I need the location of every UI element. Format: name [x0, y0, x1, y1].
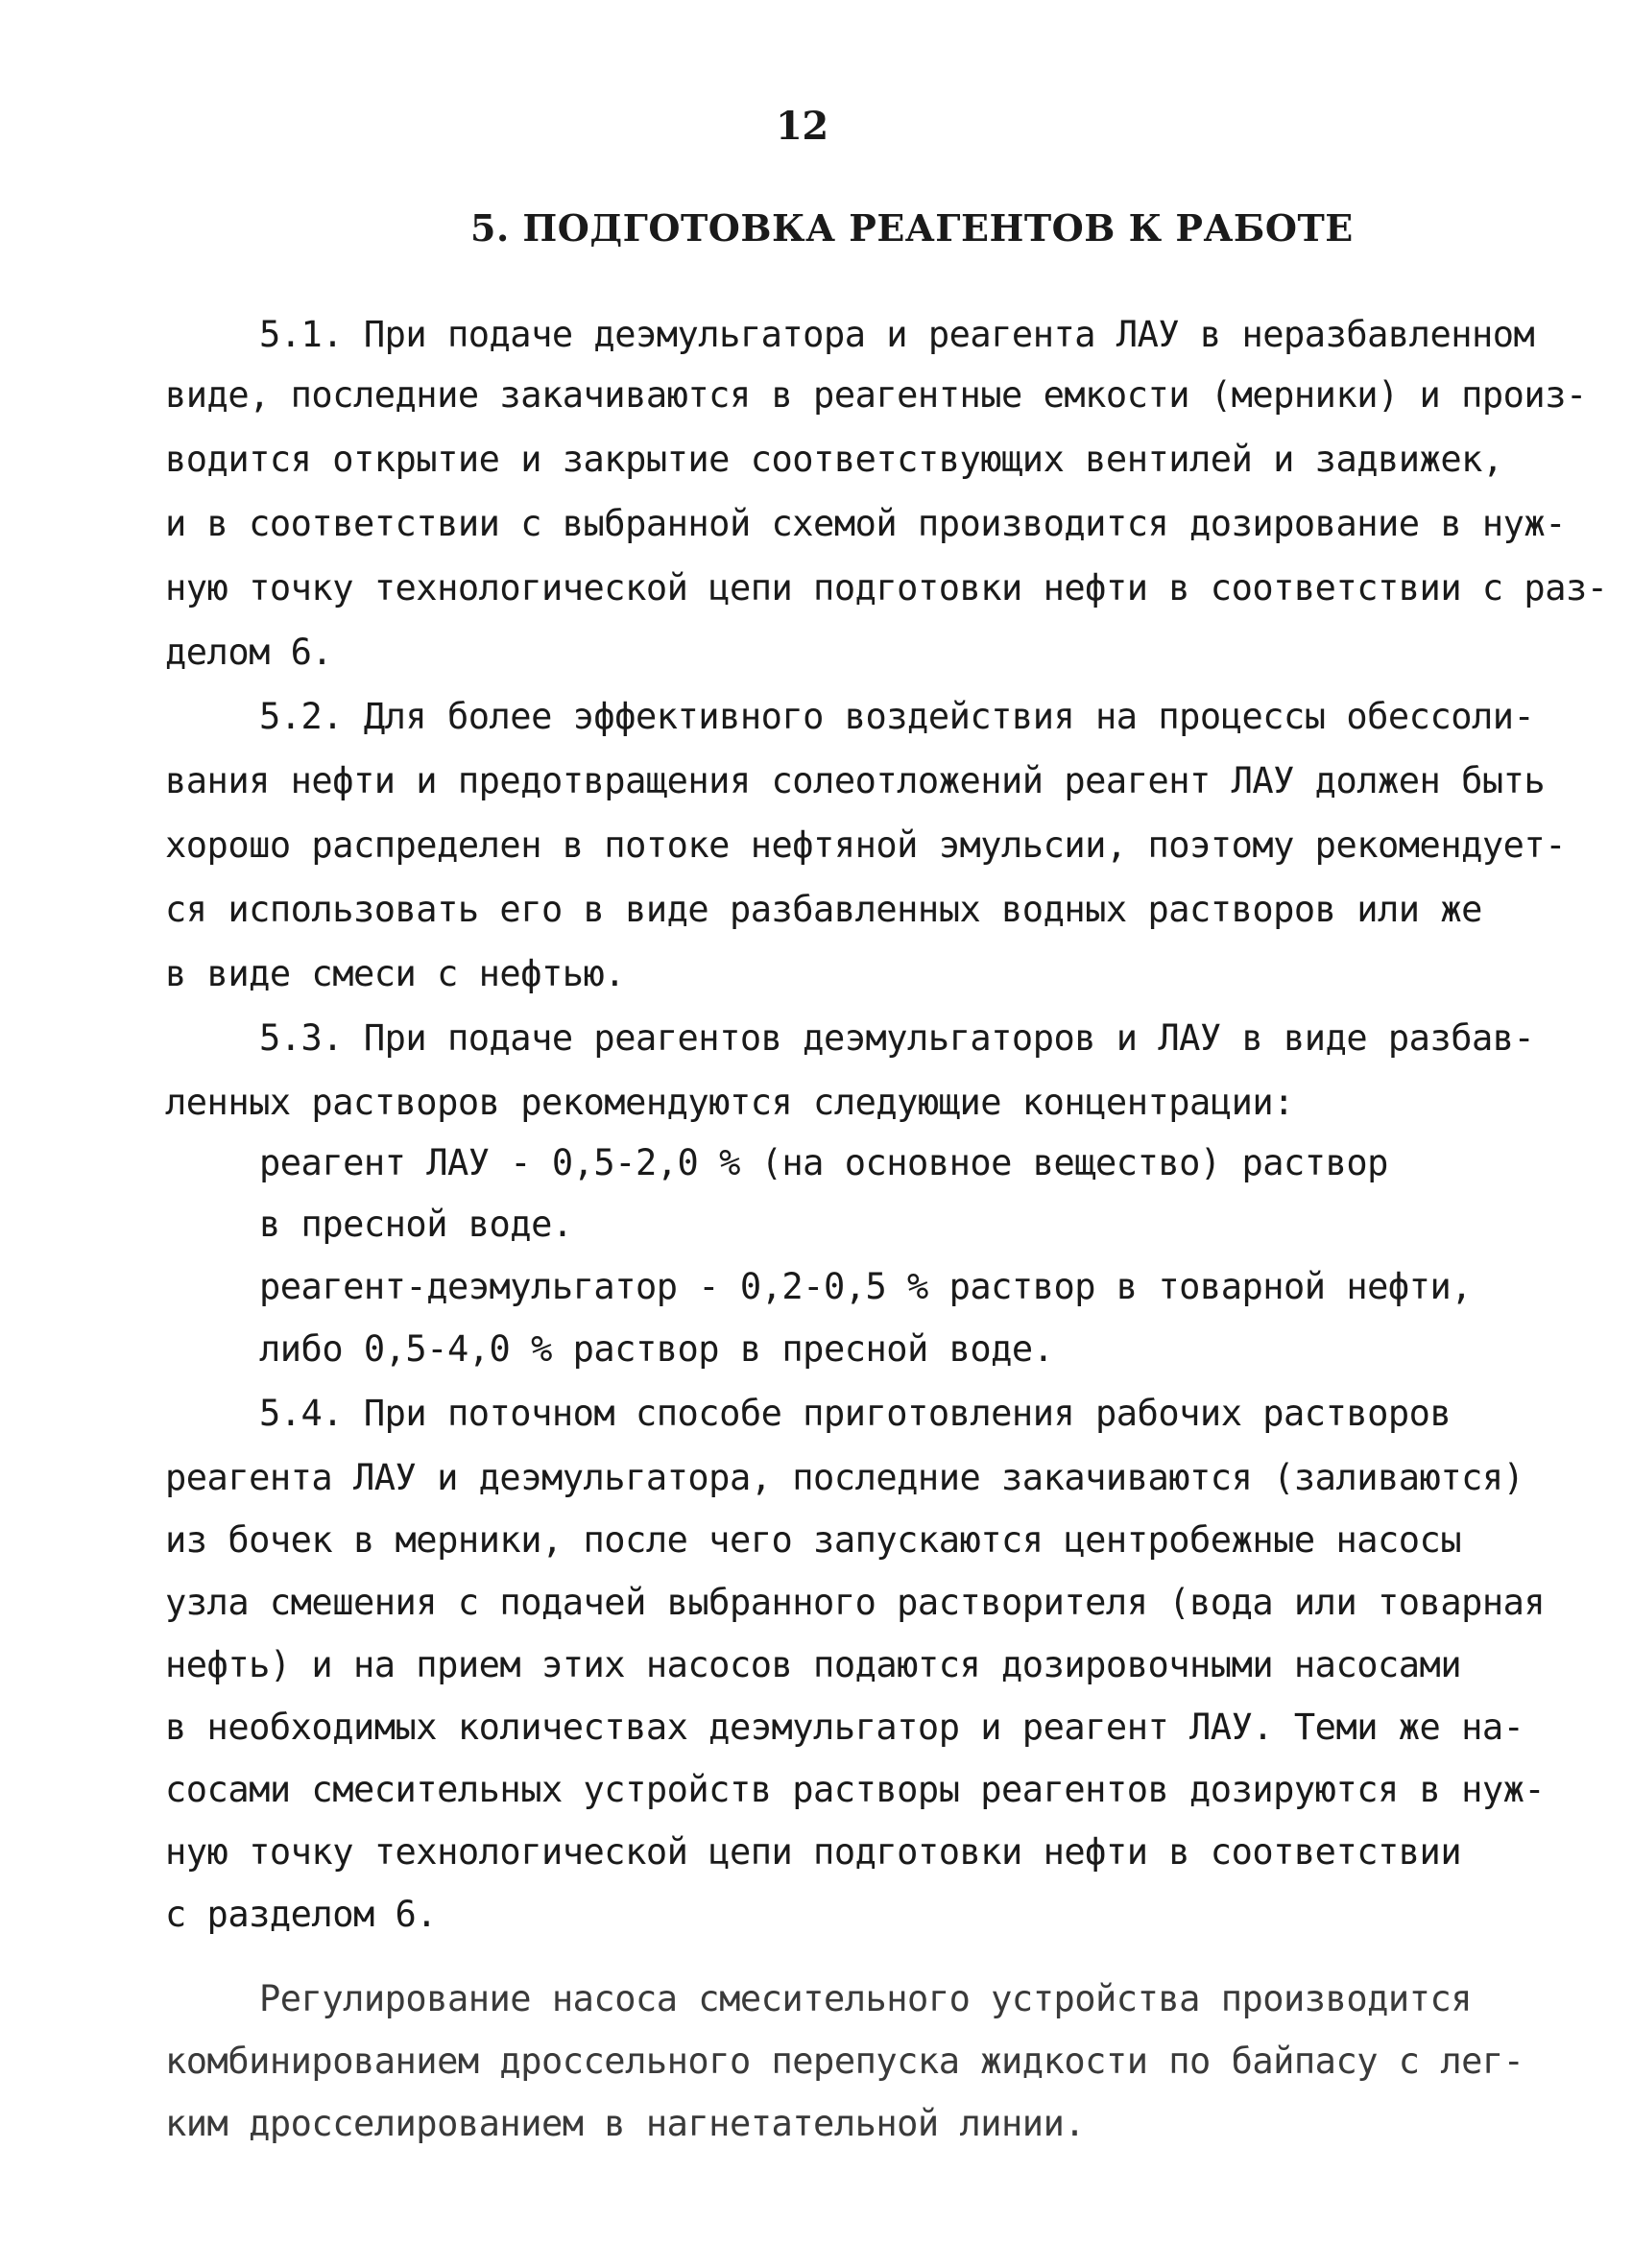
para-5-2-line: в виде смеси с нефтью. [165, 953, 626, 994]
concentration-line: реагент ЛАУ - 0,5-2,0 % (на основное вещество) раствор [259, 1142, 1388, 1183]
page-number: 12 [776, 104, 828, 149]
para-5-2-line: вания нефти и предотвращения солеотложений реагент ЛАУ должен быть [165, 760, 1546, 801]
para-5-3-line: ленных растворов рекомендуются следующие концентрации: [165, 1082, 1294, 1123]
para-5-2-line: хорошо распределен в потоке нефтяной эмульсии, поэтому рекомендует- [165, 824, 1566, 866]
para-5-1-line: виде, последние закачиваются в реагентные емкости (мерники) и произ- [165, 374, 1587, 416]
para-5-1-line: ную точку технологической цепи подготовки нефти в соответствии с раз- [165, 567, 1608, 609]
concentration-line: либо 0,5-4,0 % раствор в пресной воде. [259, 1328, 1054, 1370]
para-regulation-line: ким дросселированием в нагнетательной линии. [165, 2103, 1086, 2144]
para-5-1-line: и в соответствии с выбранной схемой производится дозирование в нуж- [165, 503, 1566, 544]
para-5-4-line: ную точку технологической цепи подготовки нефти в соответствии [165, 1831, 1462, 1873]
para-5-4-line: в необходимых количествах деэмульгатор и реагент ЛАУ. Теми же на- [165, 1707, 1524, 1748]
para-5-2-line: 5.2. Для более эффективного воздействия на процессы обессоли- [259, 696, 1535, 737]
section-title: 5. ПОДГОТОВКА РЕАГЕНТОВ К РАБОТЕ [470, 206, 1354, 250]
para-5-1-line: делом 6. [165, 632, 333, 673]
para-5-2-line: ся использовать его в виде разбавленных водных растворов или же [165, 889, 1482, 930]
para-5-4-line: 5.4. При поточном способе приготовления рабочих растворов [259, 1393, 1452, 1434]
para-regulation-line: комбинированием дроссельного перепуска жидкости по байпасу с лег- [165, 2041, 1524, 2082]
para-5-4-line: из бочек в мерники, после чего запускаются центробежные насосы [165, 1519, 1462, 1561]
para-5-1-line: 5.1. При подаче деэмульгатора и реагента ЛАУ в неразбавленном [259, 314, 1535, 355]
para-5-4-line: сосами смесительных устройств растворы реагентов дозируются в нуж- [165, 1769, 1546, 1810]
para-5-4-line: нефть) и на прием этих насосов подаются дозировочными насосами [165, 1644, 1462, 1685]
para-5-4-line: узла смешения с подачей выбранного растворителя (вода или товарная [165, 1582, 1546, 1623]
para-5-4-line: реагента ЛАУ и деэмульгатора, последние закачиваются (заливаются) [165, 1457, 1524, 1498]
concentration-line: реагент-деэмульгатор - 0,2-0,5 % раствор в товарной нефти, [259, 1266, 1473, 1307]
para-regulation-line: Регулирование насоса смесительного устройства производится [259, 1978, 1473, 2019]
para-5-4-line: с разделом 6. [165, 1894, 438, 1935]
concentration-line: в пресной воде. [259, 1204, 573, 1245]
para-5-3-line: 5.3. При подаче реагентов деэмульгаторов и ЛАУ в виде разбав- [259, 1017, 1535, 1059]
para-5-1-line: водится открытие и закрытие соответствующих вентилей и задвижек, [165, 439, 1503, 480]
